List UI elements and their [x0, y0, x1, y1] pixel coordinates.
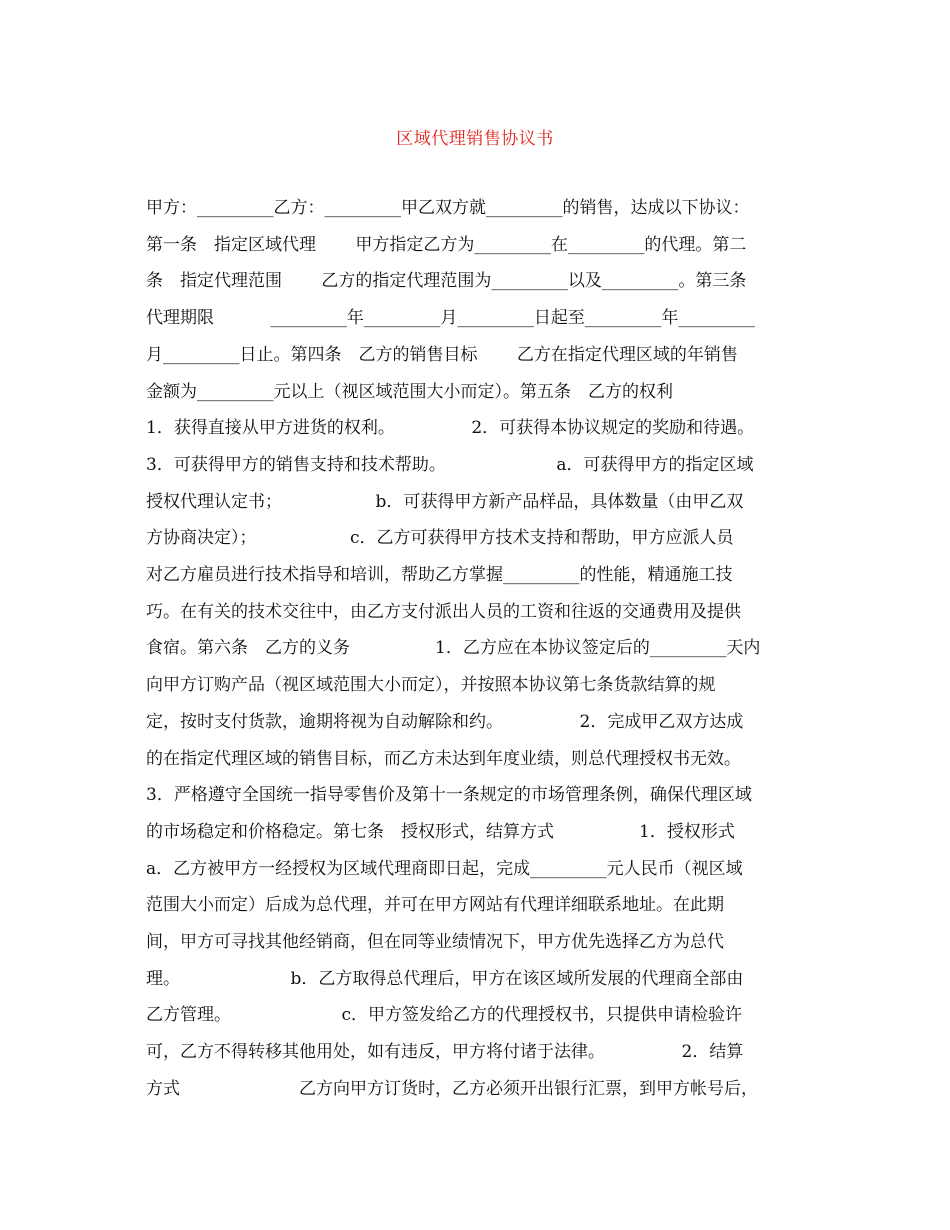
- text-line: 月_________日止。第四条 乙方的销售目标 乙方在指定代理区域的年销售: [146, 345, 738, 365]
- text-line: 金额为_________元以上（视区域范围大小而定）。第五条 乙方的权利: [146, 382, 673, 402]
- document-title: 区域代理销售协议书: [396, 129, 554, 149]
- text-line: 可，乙方不得转移其他用处，如有违反，甲方将付诸于法律。 2．结算: [146, 1042, 744, 1062]
- text-line: 3．可获得甲方的销售支持和技术帮助。 a．可获得甲方的指定区域: [146, 455, 754, 475]
- text-line: 间，甲方可寻找其他经销商，但在同等业绩情况下，甲方优先选择乙方为总代: [146, 932, 724, 952]
- text-line: 的市场稳定和价格稳定。第七条 授权形式，结算方式 1．授权形式: [146, 822, 735, 842]
- text-line: 巧。在有关的技术交往中，由乙方支付派出人员的工资和往返的交通费用及提供: [146, 602, 741, 622]
- text-line: 3．严格遵守全国统一指导零售价及第十一条规定的市场管理条例，确保代理区域: [146, 785, 752, 805]
- text-line: 甲方：_________乙方：_________甲乙双方就_________的销售，达成以下协议：: [146, 198, 750, 218]
- text-line: 授权代理认定书； b．可获得甲方新产品样品，具体数量（由甲乙双: [146, 492, 744, 512]
- text-line: 第一条 指定区域代理 甲方指定乙方为_________在_________的代理。第二: [146, 235, 747, 255]
- text-line: 理。 b．乙方取得总代理后，甲方在该区域所发展的代理商全部由: [146, 969, 744, 989]
- text-line: 的在指定代理区域的销售目标，而乙方未达到年度业绩，则总代理授权书无效。: [146, 749, 741, 769]
- text-line: 范围大小而定）后成为总代理，并可在甲方网站有代理详细联系地址。在此期: [146, 895, 724, 915]
- text-line: 定，按时支付货款，逾期将视为自动解除和约。 2．完成甲乙双方达成: [146, 712, 744, 732]
- text-line: 代理期限 _________年_________月_________日起至_________年_________: [146, 308, 755, 328]
- text-line: 食宿。第六条 乙方的义务 1．乙方应在本协议签定后的_________天内: [146, 638, 761, 658]
- text-line: 对乙方雇员进行技术指导和培训，帮助乙方掌握_________的性能，精通施工技: [146, 565, 733, 585]
- text-line: 向甲方订购产品（视区域范围大小而定），并按照本协议第七条货款结算的规: [146, 675, 716, 695]
- text-line: 1．获得直接从甲方进货的权利。 2．可获得本协议规定的奖励和待遇。: [146, 418, 755, 438]
- text-line: 乙方管理。 c．甲方签发给乙方的代理授权书，只提供申请检验许: [146, 1005, 743, 1025]
- text-line: a．乙方被甲方一经授权为区域代理商即日起，完成_________元人民币（视区域: [146, 859, 743, 879]
- text-line: 方式 乙方向甲方订货时，乙方必须开出银行汇票，到甲方帐号后，: [146, 1079, 758, 1099]
- text-line: 方协商决定）； c．乙方可获得甲方技术支持和帮助，甲方应派人员: [146, 528, 734, 548]
- text-line: 条 指定代理范围 乙方的指定代理范围为_________以及_________。第三条: [146, 271, 747, 291]
